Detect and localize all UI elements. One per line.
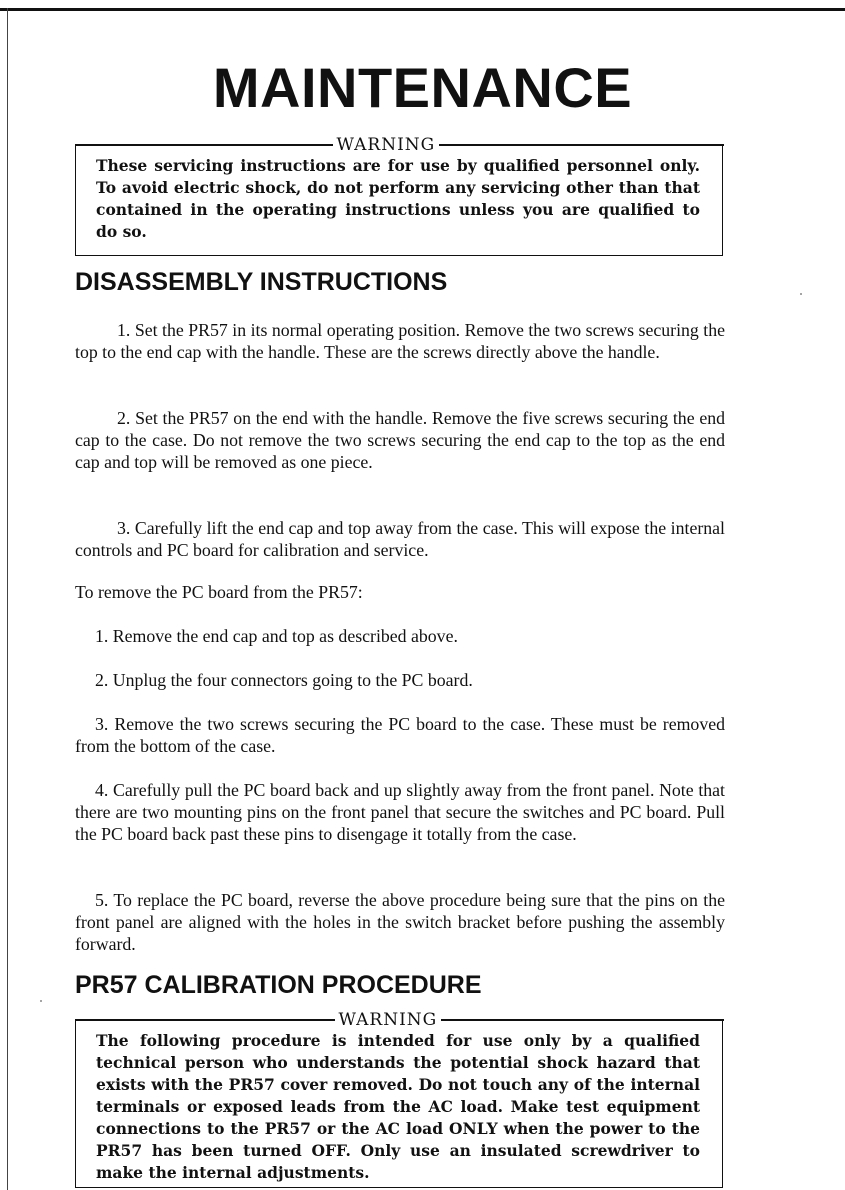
calibration-warning-rule-right <box>441 1019 723 1021</box>
calibration-warning-rule-left <box>75 1019 335 1021</box>
calibration-warning-label: WARNING <box>338 1010 438 1030</box>
warning-header <box>75 135 724 155</box>
warning-text: These servicing instructions are for use by qualified personnel only. To avoid electric shock, do not perform any servicing other than that contained in the operating instructions unless you are qualified to do so. <box>96 156 700 241</box>
calibration-heading: PR57 CALIBRATION PROCEDURE <box>75 971 482 999</box>
warning-header-rule-right <box>439 144 723 146</box>
page-title: MAINTENANCE <box>212 56 633 119</box>
warning-header-rule-left <box>75 144 333 146</box>
warning-box-servicing <box>75 135 723 256</box>
calibration-warning-text: The following procedure is intended for use only by a qualified technical person who understands the potential shock hazard that exists with the PR57 cover removed. Do not touch any of the internal terminals or exposed leads from the AC load. Make test equipment connections to the PR57 or the AC load ONLY when the power to the PR57 has been turned OFF. Only use an insulated screwdriver to make the internal adjustments. <box>96 1031 700 1182</box>
pc-step-2: 2. Unplug the four connectors going to the PC board. <box>95 670 473 690</box>
pc-step-3: 3. Remove the two screws securing the PC board to the case. These must be removed from the bottom of the case. <box>75 714 725 756</box>
disassembly-heading: DISASSEMBLY INSTRUCTIONS <box>75 268 448 296</box>
left-border-rule <box>7 8 8 1190</box>
scan-speck <box>800 293 802 295</box>
calibration-warning-header <box>75 1010 724 1030</box>
warning-label: WARNING <box>336 135 436 155</box>
pc-step-5: 5. To replace the PC board, reverse the above procedure being sure that the pins on the front panel are aligned with the holes in the switch bracket before pushing the assembly forward. <box>75 890 725 954</box>
warning-box-calibration <box>75 1010 723 1188</box>
pc-board-intro: To remove the PC board from the PR57: <box>75 582 363 602</box>
pc-step-4: 4. Carefully pull the PC board back and up slightly away from the front panel. Note that there are two mounting pins on the front panel that secure the switches and PC board. Pull the PC board back past these pins to disengage it totally from the case. <box>75 780 725 844</box>
scan-speck <box>40 1000 42 1002</box>
pc-step-1: 1. Remove the end cap and top as described above. <box>95 626 458 646</box>
disassembly-step-2: 2. Set the PR57 on the end with the handle. Remove the five screws securing the end cap to the case. Do not remove the two screws securing the end cap to the top as the end cap and top will be removed as one piece. <box>75 408 725 472</box>
disassembly-step-3: 3. Carefully lift the end cap and top away from the case. This will expose the internal controls and PC board for calibration and service. <box>75 518 725 560</box>
disassembly-step-1: 1. Set the PR57 in its normal operating position. Remove the two screws securing the top to the end cap with the handle. These are the screws directly above the handle. <box>75 320 725 362</box>
top-border-rule <box>0 8 845 11</box>
